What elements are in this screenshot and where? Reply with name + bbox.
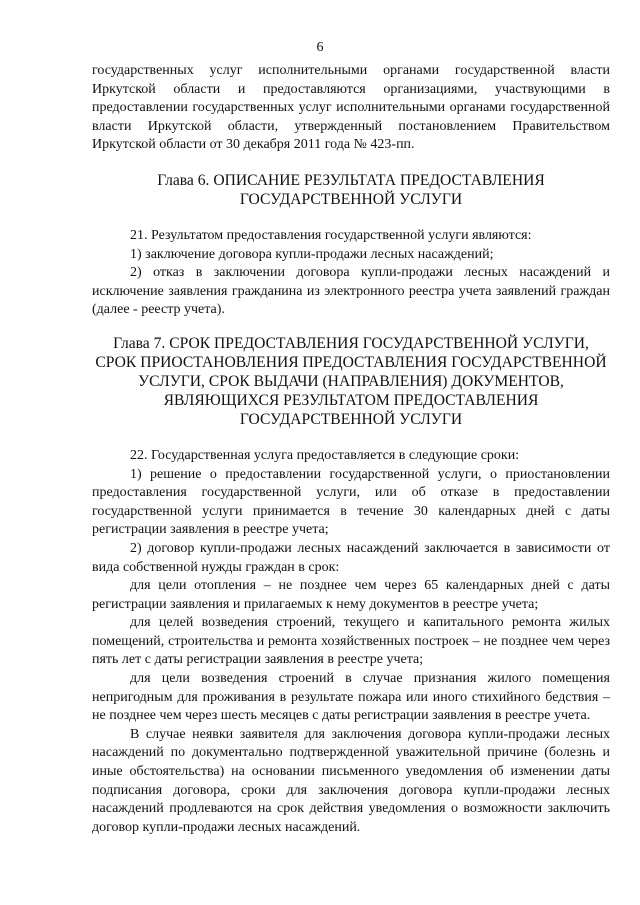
chapter-7-heading-line-3: УСЛУГИ, СРОК ВЫДАЧИ (НАПРАВЛЕНИЯ) ДОКУМЕНТОВ, (138, 372, 564, 390)
chapter-7-paragraph-22: 22. Государственная услуга предоставляется в следующие сроки: (130, 447, 520, 463)
chapter-7-heading-line-2: СРОК ПРИОСТАНОВЛЕНИЯ ПРЕДОСТАВЛЕНИЯ ГОСУДАРСТВЕННОЙ (95, 353, 607, 371)
chapter-7-heading-line-5: ГОСУДАРСТВЕННОЙ УСЛУГИ (239, 410, 463, 428)
chapter-7-item-1: 1) решение о предоставлении государственной услуги, о приостановлении предоставления государственной услуги, или об отказе в предоставлении государственной услуги принимается в течение 30 календарных дней с даты регистрации заявления в реестре учета; (92, 466, 610, 538)
chapter-7-item-2: 2) договор купли-продажи лесных насаждений заключается в зависимости от вида собственной нужды граждан в срок: (92, 540, 610, 575)
chapter-7-heading-line-1: Глава 7. СРОК ПРЕДОСТАВЛЕНИЯ ГОСУДАРСТВЕННОЙ УСЛУГИ, (113, 334, 589, 352)
chapter-6-heading-line-2: ГОСУДАРСТВЕННОЙ УСЛУГИ (239, 190, 463, 208)
chapter-7-heading (92, 334, 610, 429)
chapter-7-disaster-term: для цели возведения строений в случае признания жилого помещения непригодным для проживания в результате пожара или иного стихийного бедствия – не позднее чем через шесть месяцев с даты регистрации заявления в реестре учета. (92, 671, 610, 724)
chapter-6-paragraph-21: 21. Результатом предоставления государственной услуги являются: (130, 227, 532, 243)
chapter-7-construction-term: для целей возведения строений, текущего и капитального ремонта жилых помещений, строительства и ремонта хозяйственных построек – не позднее чем через пять лет с даты регистрации заявления в реестре учета; (92, 615, 610, 668)
chapter-7-no-show-paragraph: В случае неявки заявителя для заключения договора купли-продажи лесных насаждений по документально подтвержденной уважительной причине (болезнь и иные обстоятельства) на основании письменного уведомления об изменении даты подписания договора, сроки для заключения договора купли-продажи лесных насаждений продлеваются на срок действия уведомления о возможности заключить договор купли-продажи лесных насаждений. (92, 726, 610, 835)
chapter-6-item-1: 1) заключение договора купли-продажи лесных насаждений; (130, 246, 494, 262)
chapter-7-heading-line-4: ЯВЛЯЮЩИХСЯ РЕЗУЛЬТАТОМ ПРЕДОСТАВЛЕНИЯ (163, 391, 539, 409)
chapter-6-heading (92, 171, 610, 209)
chapter-6-item-2: 2) отказ в заключении договора купли-продажи лесных насаждений и исключение заявления гражданина из электронного реестра учета заявлений граждан (далее - реестр учета). (92, 265, 610, 318)
page-number: 6 (316, 40, 324, 55)
document-body (92, 62, 610, 837)
intro-paragraph: государственных услуг исполнительными органами государственной власти Иркутской области и предоставляются организациями, участвующими в предоставлении государственных услуг исполнительными органами государственной власти Иркутской области, утвержденный постановлением Правительством Иркутской области от 30 декабря 2011 года № 423-пп. (92, 63, 610, 153)
chapter-7-heating-term: для цели отопления – не позднее чем через 65 календарных дней с даты регистрации заявления и прилагаемых к нему документов в реестре учета; (92, 578, 610, 612)
chapter-6-heading-line-1: Глава 6. ОПИСАНИЕ РЕЗУЛЬТАТА ПРЕДОСТАВЛЕНИЯ (157, 171, 545, 189)
